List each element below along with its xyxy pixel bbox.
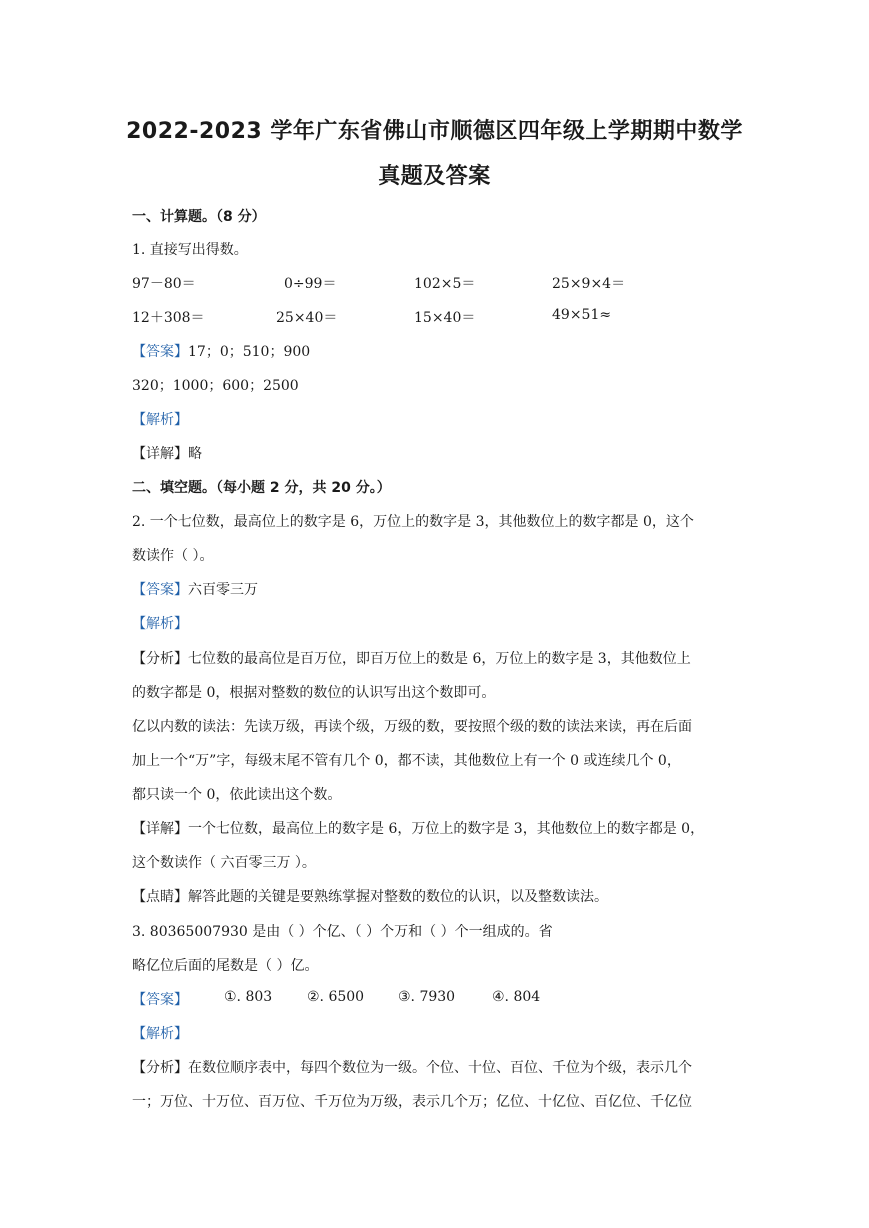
question-2-dianjing — [132, 886, 608, 906]
expression-cell: 97－80＝ — [132, 276, 196, 292]
expression-cell: 102×5＝ — [414, 276, 476, 292]
question-1-analysis-tag: 【解析】 — [132, 412, 188, 428]
answer-text: 17；0；510；900 — [188, 344, 311, 360]
answer-item: ②. 6500 — [307, 989, 365, 1005]
expression-cell: 49×51≈ — [552, 307, 612, 323]
question-1-detail — [132, 443, 202, 463]
question-2-line2: 数读作（ ）。 — [132, 548, 214, 564]
fenxi-text: 七位数的最高位是百万位，即百万位上的数是 6，万位上的数字是 3，其他数位上 — [188, 651, 691, 667]
detail-tag: 【详解】 — [132, 821, 188, 837]
question-3-line1: 3. 80365007930 是由（ ）个亿、（ ）个万和（ ）个一组成的。省 — [132, 924, 553, 940]
dianjing-text: 解答此题的关键是要熟练掌握对整数的数位的认识，以及整数读法。 — [188, 889, 608, 905]
document-title-line2: 真题及答案 — [378, 164, 491, 189]
expression-cell: 25×40＝ — [276, 310, 338, 326]
detail-text: 一个七位数，最高位上的数字是 6，万位上的数字是 3，其他数位上的数字都是 0， — [188, 821, 705, 837]
expression-cell: 25×9×4＝ — [552, 276, 626, 292]
question-2-reading-line2: 加上一个“万”字，每级末尾不管有几个 0，都不读，其他数位上有一个 0 或连续几个 0， — [132, 753, 681, 769]
question-1-answer-line2: 320；1000；600；2500 — [132, 378, 299, 394]
question-3-fenxi-line1 — [132, 1057, 692, 1077]
document-title-line1: 2022-2023 学年广东省佛山市顺德区四年级上学期期中数学 — [126, 119, 743, 144]
question-2-reading-line3: 都只读一个 0，依此读出这个数。 — [132, 787, 342, 803]
section-heading-calculation: 一、计算题。（8 分） — [132, 209, 266, 225]
question-3-line2: 略亿位后面的尾数是（ ）亿。 — [132, 958, 319, 974]
question-2-fenxi-line1 — [132, 648, 691, 668]
question-2-reading-line1: 亿以内数的读法：先读万级，再读个级，万级的数，要按照个级的数的读法来读，再在后面 — [132, 719, 692, 735]
question-2-answer — [132, 579, 258, 599]
expression-cell: 15×40＝ — [414, 310, 476, 326]
question-2-fenxi-line2: 的数字都是 0，根据对整数的数位的认识写出这个数即可。 — [132, 685, 496, 701]
question-2-line1: 2. 一个七位数，最高位上的数字是 6，万位上的数字是 3，其他数位上的数字都是 0，这个 — [132, 514, 694, 530]
answer-item: ③. 7930 — [398, 989, 456, 1005]
detail-text: 略 — [188, 446, 202, 462]
fenxi-text: 在数位顺序表中，每四个数位为一级。个位、十位、百位、千位为个级，表示几个 — [188, 1060, 692, 1076]
question-1-prompt: 1. 直接写出得数。 — [132, 242, 248, 258]
question-1-answer — [132, 341, 310, 361]
question-3-fenxi-line2: 一；万位、十万位、百万位、千万位为万级，表示几个万；亿位、十亿位、百亿位、千亿位 — [132, 1094, 692, 1110]
answer-text: 六百零三万 — [188, 582, 258, 598]
dianjing-tag: 【点睛】 — [132, 889, 188, 905]
answer-tag: 【答案】 — [132, 992, 188, 1008]
question-2-detail-line2: 这个数读作（ 六百零三万 ）。 — [132, 855, 316, 871]
detail-tag: 【详解】 — [132, 446, 188, 462]
expression-cell: 12＋308＝ — [132, 310, 205, 326]
question-3-analysis-tag: 【解析】 — [132, 1026, 188, 1042]
fenxi-tag: 【分析】 — [132, 1060, 188, 1076]
section-heading-fill-in: 二、填空题。（每小题 2 分，共 20 分。） — [132, 480, 391, 496]
fenxi-tag: 【分析】 — [132, 651, 188, 667]
question-2-detail-line1 — [132, 818, 704, 838]
question-2-analysis-tag: 【解析】 — [132, 616, 188, 632]
answer-item: ④. 804 — [492, 989, 541, 1005]
answer-item: ①. 803 — [224, 989, 273, 1005]
answer-tag: 【答案】 — [132, 344, 188, 360]
answer-tag: 【答案】 — [132, 582, 188, 598]
expression-cell: 0÷99＝ — [284, 276, 337, 292]
